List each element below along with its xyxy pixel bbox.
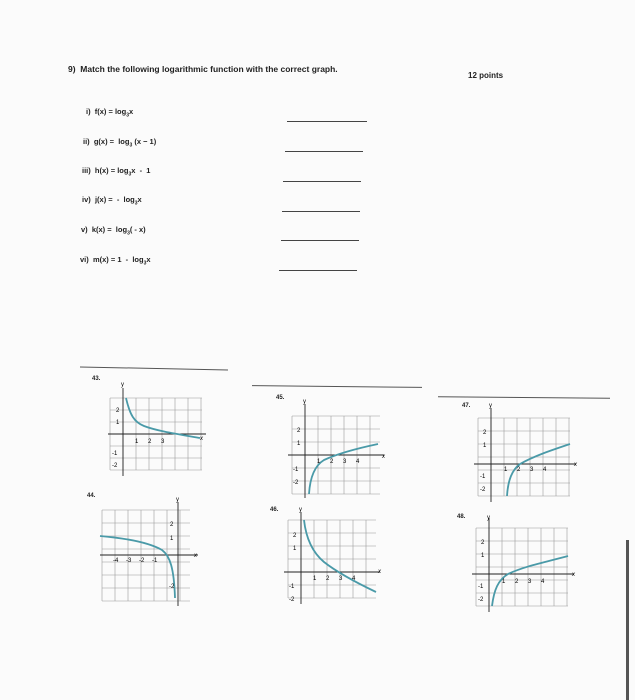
axes — [100, 502, 198, 606]
graph-46 — [280, 507, 385, 610]
tick-label: -3 — [126, 558, 132, 564]
tick-label: x — [572, 572, 575, 578]
function-item: vi) $m(x) = 1 - \log_3x$ — [80, 255, 151, 267]
tick-label: 4 — [543, 467, 547, 473]
function-item: iii) $h(x) = \log_3x - 1$ — [82, 166, 151, 178]
scrollbar[interactable] — [626, 540, 629, 700]
tick-label: 1 — [504, 467, 508, 473]
tick-label: 2 — [481, 540, 485, 546]
answer-line[interactable] — [438, 396, 610, 399]
tick-label: -2 — [480, 487, 486, 493]
answer-line[interactable] — [80, 366, 228, 370]
tick-label: y — [121, 382, 124, 388]
tick-label: 1 — [317, 459, 321, 465]
tick-label: 1 — [483, 443, 487, 449]
tick-label: 4 — [356, 459, 360, 465]
question-number: 9) — [68, 64, 76, 74]
axes — [284, 512, 380, 604]
tick-label: -1 — [112, 451, 118, 457]
question-prompt: Match the following logarithmic function with the correct graph. — [80, 64, 338, 74]
tick-label: 3 — [343, 459, 347, 465]
tick-label: 1 — [293, 546, 297, 552]
function-item: iv) j(x) = - $\log_3x$ — [82, 195, 142, 207]
tick-label: 1 — [297, 441, 301, 447]
tick-label: y — [299, 507, 302, 513]
graph-47 — [472, 403, 582, 506]
tick-label: 3 — [528, 579, 532, 585]
tick-label: -1 — [289, 584, 295, 590]
tick-label: 2 — [330, 459, 334, 465]
tick-label: x — [378, 569, 381, 575]
tick-label: 2 — [517, 467, 521, 473]
answer-blank[interactable] — [282, 211, 360, 212]
tick-label: -2 — [289, 597, 295, 603]
log-curve — [309, 444, 378, 494]
tick-label: 1 — [135, 439, 139, 445]
points-label: 12 points — [468, 71, 504, 80]
tick-label: 1 — [116, 420, 120, 426]
graph-45 — [284, 398, 389, 498]
tick-label: 2 — [148, 439, 152, 445]
tick-label: -1 — [480, 474, 486, 480]
tick-label: -2 — [478, 597, 484, 603]
graph-number: 44. — [87, 493, 96, 499]
tick-label: 3 — [530, 467, 534, 473]
answer-blank[interactable] — [287, 121, 367, 122]
graph-48 — [470, 516, 580, 616]
tick-label: -2 — [293, 480, 299, 486]
tick-label: 1 — [502, 579, 506, 585]
tick-label: 4 — [352, 576, 356, 582]
graph-44 — [98, 498, 203, 608]
axes — [288, 404, 384, 498]
tick-label: 2 — [293, 533, 297, 539]
tick-label: x — [194, 553, 197, 559]
tick-label: y — [487, 515, 490, 521]
graph-number: 43. — [92, 376, 101, 382]
tick-label: 2 — [483, 430, 487, 436]
tick-label: 2 — [326, 576, 330, 582]
tick-label: x — [382, 454, 385, 460]
tick-label: y — [489, 403, 492, 409]
function-item: ii) $g(x) = \log_3 (x - 1)$ — [83, 137, 157, 149]
axes — [474, 408, 576, 502]
answer-blank[interactable] — [283, 181, 361, 182]
tick-label: 4 — [541, 579, 545, 585]
tick-label: -1 — [152, 558, 158, 564]
tick-label: 2 — [170, 522, 174, 528]
answer-line[interactable] — [252, 385, 422, 388]
tick-label: x — [574, 462, 577, 468]
graph-43 — [102, 380, 207, 480]
tick-label: 2 — [515, 579, 519, 585]
answer-blank[interactable] — [281, 240, 359, 241]
tick-label: x — [200, 436, 203, 442]
tick-label: 3 — [161, 439, 165, 445]
graph-number: 48. — [457, 514, 466, 520]
axes — [472, 518, 574, 612]
tick-label: -2 — [112, 463, 118, 469]
log-curve — [126, 398, 200, 438]
answer-blank[interactable] — [285, 151, 363, 152]
log-curve — [100, 536, 175, 598]
tick-label: 1 — [481, 553, 485, 559]
tick-label: 3 — [339, 576, 343, 582]
function-item: v) $k(x) = \log_3( - x)$ — [81, 225, 146, 237]
tick-label: y — [176, 497, 179, 503]
tick-label: y — [303, 399, 306, 405]
tick-label: -2 — [169, 584, 175, 590]
tick-label: 1 — [170, 536, 174, 542]
tick-label: -1 — [293, 467, 299, 473]
tick-label: -2 — [139, 558, 145, 564]
tick-label: -1 — [478, 584, 484, 590]
tick-label: 2 — [116, 408, 120, 414]
answer-blank[interactable] — [279, 270, 357, 271]
axes — [108, 388, 206, 476]
question-title — [68, 64, 338, 74]
tick-label: 2 — [297, 428, 301, 434]
graph-number: 46. — [270, 507, 279, 513]
tick-label: -4 — [113, 558, 119, 564]
function-item: i) $f(x) = \log_3x$ — [86, 107, 134, 119]
tick-label: 1 — [313, 576, 317, 582]
graph-number: 47. — [462, 403, 471, 409]
graph-number: 45. — [276, 395, 285, 401]
